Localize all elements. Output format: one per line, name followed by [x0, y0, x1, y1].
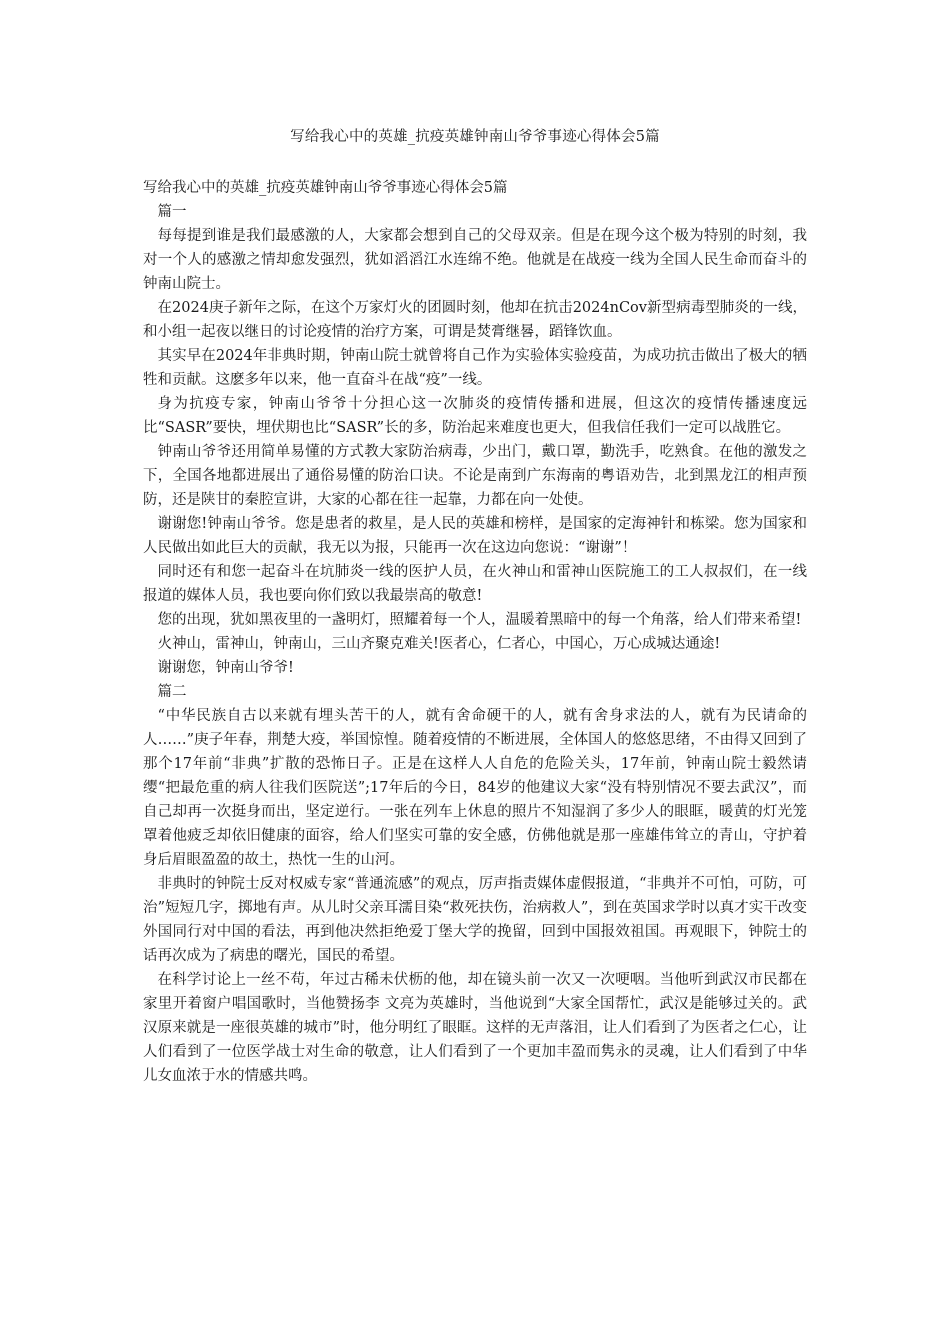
- paragraph: 您的出现，犹如黑夜里的一盏明灯，照耀着每一个人，温暖着黑暗中的每一个角落，给人们带来希望!: [157, 612, 802, 628]
- paragraph: 谢谢您!钟南山爷爷。您是患者的救星，是人民的英雄和榜样，是国家的定海神针和栋梁。您为国家和人民做出如此巨大的贡献，我无以为报，只能再一次在这边向您说：“谢谢”！: [143, 516, 807, 556]
- document-body: [143, 176, 807, 1088]
- paragraph: 谢谢您，钟南山爷爷!: [157, 660, 294, 676]
- paragraph: 其实早在2024年非典时期，钟南山院士就曾将自己作为实验体实验疫苗，为成功抗击做出了极大的牺牲和贡献。这麽多年以来，他一直奋斗在战“疫”一线。: [143, 348, 807, 388]
- paragraph: 钟南山爷爷还用简单易懂的方式教大家防治病毒，少出门，戴口罩，勤洗手，吃熟食。在他的激发之下，全国各地都进展出了通俗易懂的防治口诀。不论是南到广东海南的粤语劝告，北到黑龙江的相声预防，还是陕甘的秦腔宣讲，大家的心都在往一起靠，力都在向一处使。: [143, 444, 807, 508]
- paragraph: 非典时的钟院士反对权威专家“普通流感”的观点，厉声指责媒体虚假报道，“非典并不可怕，可防，可治”短短几字，掷地有声。从儿时父亲耳濡目染“救死扶伤，治病救人”，到在英国求学时以真才实干改变外国同行对中国的看法，再到他决然拒绝爱丁堡大学的挽留，回到中国报效祖国。再观眼下，钟院士的话再次成为了病患的曙光，国民的希望。: [143, 876, 807, 964]
- section-label-1: 篇一: [157, 204, 187, 220]
- document-heading: 写给我心中的英雄_抗疫英雄钟南山爷爷事迹心得体会5篇: [143, 180, 508, 196]
- paragraph: 在科学讨论上一丝不苟，年过古稀未伏枥的他，却在镜头前一次又一次哽咽。当他听到武汉市民都在家里开着窗户唱国歌时，当他赞扬李 文亮为英雄时，当他说到“大家全国帮忙，武汉是能够过关的。武汉原来就是一座很英雄的城市”时，他分明红了眼眶。这样的无声落泪，让人们看到了为医者之仁心，让人们看到了一位医学战士对生命的敬意，让人们看到了一个更加丰盈而隽永的灵魂，让人们看到了中华儿女血浓于水的情感共鸣。: [143, 972, 807, 1084]
- paragraph: 同时还有和您一起奋斗在坑肺炎一线的医护人员，在火神山和雷神山医院施工的工人叔叔们，在一线报道的媒体人员，我也要向你们致以我最崇高的敬意!: [143, 564, 807, 604]
- paragraph: 火神山，雷神山，钟南山，三山齐聚克难关!医者心，仁者心，中国心，万心成城达通途!: [157, 636, 721, 652]
- paragraph: 身为抗疫专家，钟南山爷爷十分担心这一次肺炎的疫情传播和进展，但这次的疫情传播速度远比“SASR”要快，埋伏期也比“SASR”长的多，防治起来难度也更大，但我信任我们一定可以战胜它。: [143, 396, 807, 436]
- paragraph: “中华民族自古以来就有埋头苦干的人，就有舍命硬干的人，就有舍身求法的人，就有为民请命的人……”庚子年春，荆楚大疫，举国惊惶。随着疫情的不断进展，全体国人的悠悠思绪，不由得又回到了那个17年前“非典”扩散的恐怖日子。正是在这样人人自危的危险关头，17年前，钟南山院士毅然请缨“把最危重的病人往我们医院送”;17年后的今日，84岁的他建议大家“没有特别情况不要去武汉”，而自己却再一次挺身而出，坚定逆行。一张在列车上休息的照片不知湿润了多少人的眼眶，暖黄的灯光笼罩着他疲乏却依旧健康的面容，给人们坚实可靠的安全感，仿佛他就是那一座雄伟耸立的青山，守护着身后眉眼盈盈的故土，热忱一生的山河。: [143, 708, 807, 868]
- page-title: 写给我心中的英雄_抗疫英雄钟南山爷爷事迹心得体会5篇: [290, 129, 660, 145]
- paragraph: 在2024庚子新年之际，在这个万家灯火的团圆时刻，他却在抗击2024nCov新型病毒型肺炎的一线，和小组一起夜以继日的讨论疫情的治疗方案，可谓是焚膏继晷，蹈锋饮血。: [143, 300, 807, 340]
- section-label-2: 篇二: [157, 684, 187, 700]
- paragraph: 每每提到谁是我们最感激的人，大家都会想到自己的父母双亲。但是在现今这个极为特别的时刻，我对一个人的感激之情却愈发强烈，犹如滔滔江水连绵不绝。他就是在战疫一线为全国人民生命而奋斗的钟南山院士。: [143, 228, 807, 292]
